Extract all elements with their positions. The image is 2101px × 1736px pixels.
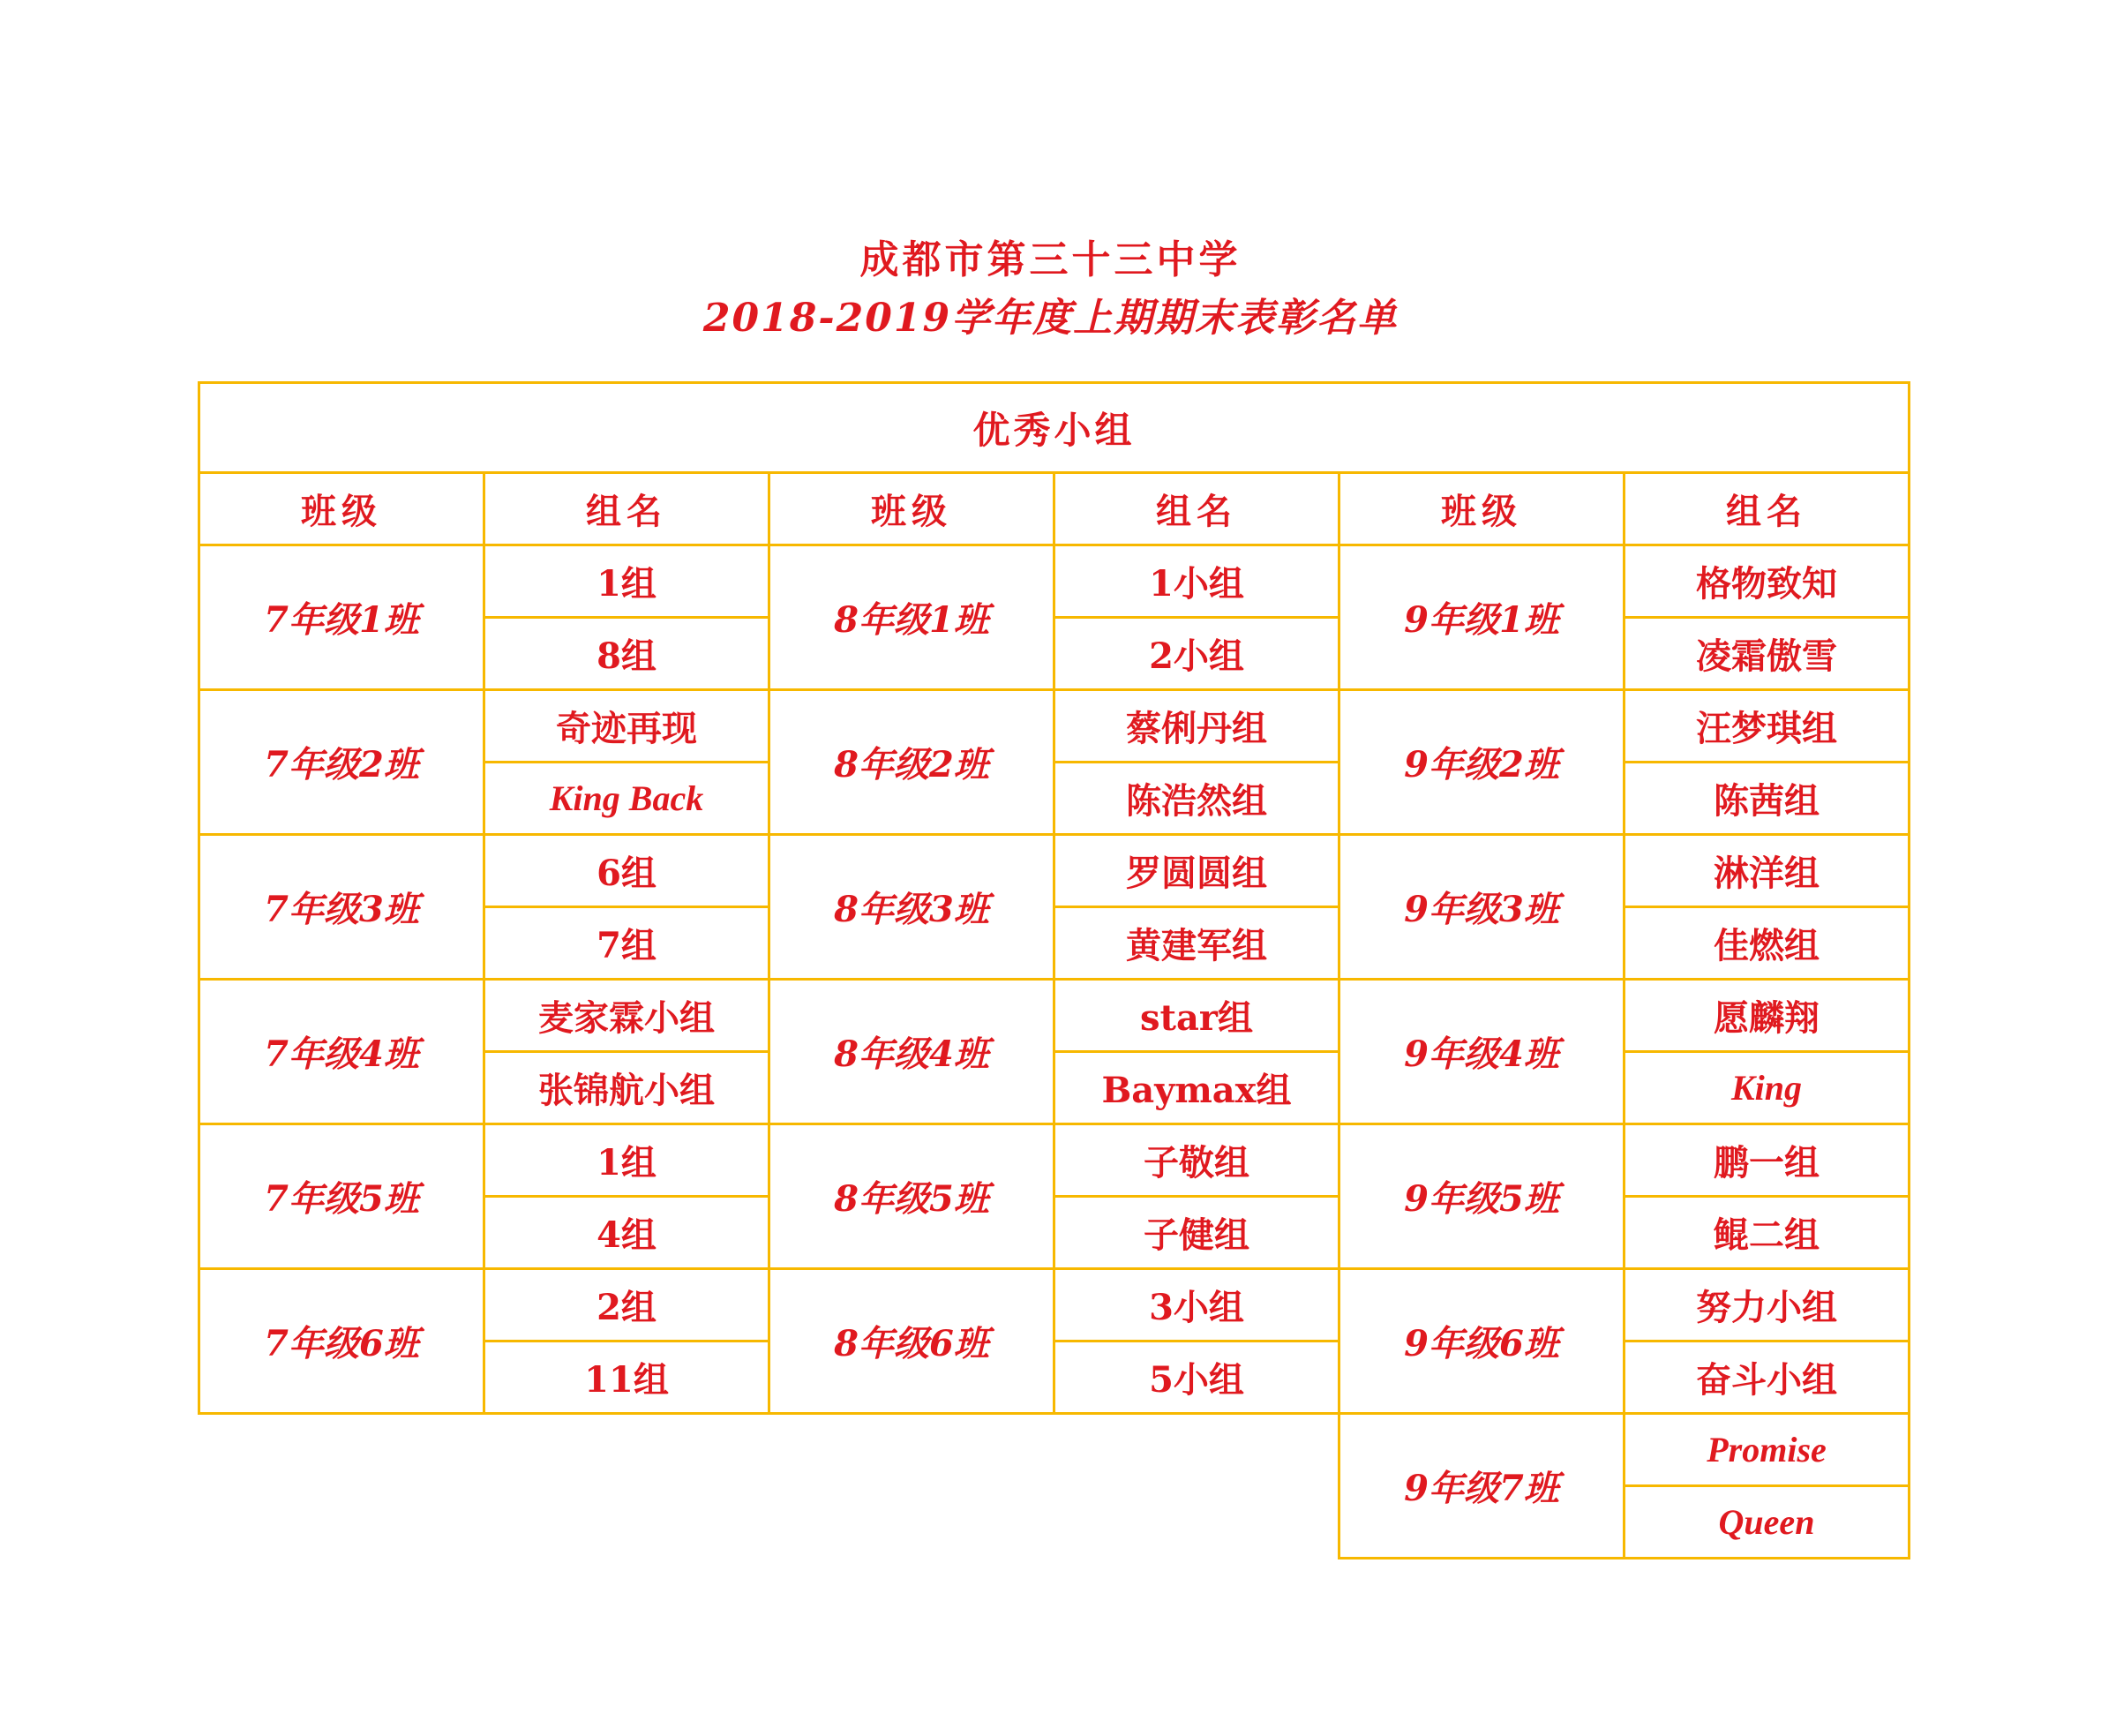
award-table [198, 381, 1910, 1559]
table-row [199, 1269, 1910, 1341]
table-row [199, 545, 1910, 618]
table-caption: 优秀小组 [199, 383, 1910, 473]
group-name-cell: 罗圆圆组 [1054, 835, 1339, 907]
class-cell: 8年级1班 [769, 545, 1054, 690]
group-name-cell: 张锦航小组 [484, 1052, 769, 1124]
group-name-cell: Promise [1625, 1414, 1910, 1486]
header-group-8: 组名 [1054, 473, 1339, 545]
empty-cell [199, 1414, 484, 1559]
class-cell: 8年级5班 [769, 1124, 1054, 1269]
class-cell: 9年级3班 [1339, 835, 1625, 980]
table-row [199, 835, 1910, 907]
class-cell: 7年级4班 [199, 980, 484, 1124]
group-name-cell: 陈茜组 [1625, 763, 1910, 835]
group-name-cell: star组 [1054, 980, 1339, 1052]
document-title-block [0, 231, 2101, 348]
group-name-cell: 鲲二组 [1625, 1197, 1910, 1269]
group-name-cell: 愿麟翔 [1625, 980, 1910, 1052]
group-name-cell: Queen [1625, 1486, 1910, 1559]
group-name-cell: King Back [484, 763, 769, 835]
table-row [199, 1124, 1910, 1197]
header-group-9: 组名 [1625, 473, 1910, 545]
group-name-cell: 6组 [484, 835, 769, 907]
header-class-9: 班级 [1339, 473, 1625, 545]
group-name-cell: 鹏一组 [1625, 1124, 1910, 1197]
group-name-cell: 3小组 [1054, 1269, 1339, 1341]
class-cell: 7年级1班 [199, 545, 484, 690]
group-name-cell: 凌霜傲雪 [1625, 618, 1910, 690]
group-name-cell: 奋斗小组 [1625, 1341, 1910, 1414]
class-cell: 8年级4班 [769, 980, 1054, 1124]
award-table-body [199, 383, 1910, 1559]
header-group-7: 组名 [484, 473, 769, 545]
group-name-cell: 5小组 [1054, 1341, 1339, 1414]
empty-cell [1054, 1414, 1339, 1559]
class-cell: 9年级1班 [1339, 545, 1625, 690]
group-name-cell: 蔡俐丹组 [1054, 690, 1339, 763]
group-name-cell: 7组 [484, 907, 769, 980]
group-name-cell: 淋洋组 [1625, 835, 1910, 907]
class-cell: 7年级6班 [199, 1269, 484, 1414]
group-name-cell: 8组 [484, 618, 769, 690]
group-name-cell: 4组 [484, 1197, 769, 1269]
school-name: 成都市第三十三中学 [859, 237, 1242, 282]
header-row [199, 473, 1910, 545]
empty-cell [484, 1414, 769, 1559]
group-name-cell: 子敬组 [1054, 1124, 1339, 1197]
group-name-cell: 11组 [484, 1341, 769, 1414]
caption-row [199, 383, 1910, 473]
header-class-7: 班级 [199, 473, 484, 545]
class-cell: 7年级2班 [199, 690, 484, 835]
class-cell: 8年级3班 [769, 835, 1054, 980]
class-cell: 7年级3班 [199, 835, 484, 980]
class-cell: 8年级6班 [769, 1269, 1054, 1414]
group-name-cell: 格物致知 [1625, 545, 1910, 618]
class-cell: 9年级6班 [1339, 1269, 1625, 1414]
empty-cell [769, 1414, 1054, 1559]
award-list-title: 2018-2019学年度上期期末表彰名单 [702, 296, 1399, 341]
class-cell: 9年级7班 [1339, 1414, 1625, 1559]
class-cell: 7年级5班 [199, 1124, 484, 1269]
group-name-cell: 1小组 [1054, 545, 1339, 618]
header-class-8: 班级 [769, 473, 1054, 545]
class-cell: 9年级4班 [1339, 980, 1625, 1124]
group-name-cell: 黄建军组 [1054, 907, 1339, 980]
group-name-cell: 努力小组 [1625, 1269, 1910, 1341]
group-name-cell: 2组 [484, 1269, 769, 1341]
group-name-cell: 陈浩然组 [1054, 763, 1339, 835]
group-name-cell: Baymax组 [1054, 1052, 1339, 1124]
table-row [199, 690, 1910, 763]
group-name-cell: 子健组 [1054, 1197, 1339, 1269]
table-row [199, 980, 1910, 1052]
table-row [199, 1414, 1910, 1486]
group-name-cell: 2小组 [1054, 618, 1339, 690]
group-name-cell: King [1625, 1052, 1910, 1124]
class-cell: 9年级5班 [1339, 1124, 1625, 1269]
group-name-cell: 奇迹再现 [484, 690, 769, 763]
group-name-cell: 麦家霖小组 [484, 980, 769, 1052]
class-cell: 8年级2班 [769, 690, 1054, 835]
group-name-cell: 1组 [484, 1124, 769, 1197]
group-name-cell: 汪梦琪组 [1625, 690, 1910, 763]
group-name-cell: 佳燃组 [1625, 907, 1910, 980]
class-cell: 9年级2班 [1339, 690, 1625, 835]
group-name-cell: 1组 [484, 545, 769, 618]
